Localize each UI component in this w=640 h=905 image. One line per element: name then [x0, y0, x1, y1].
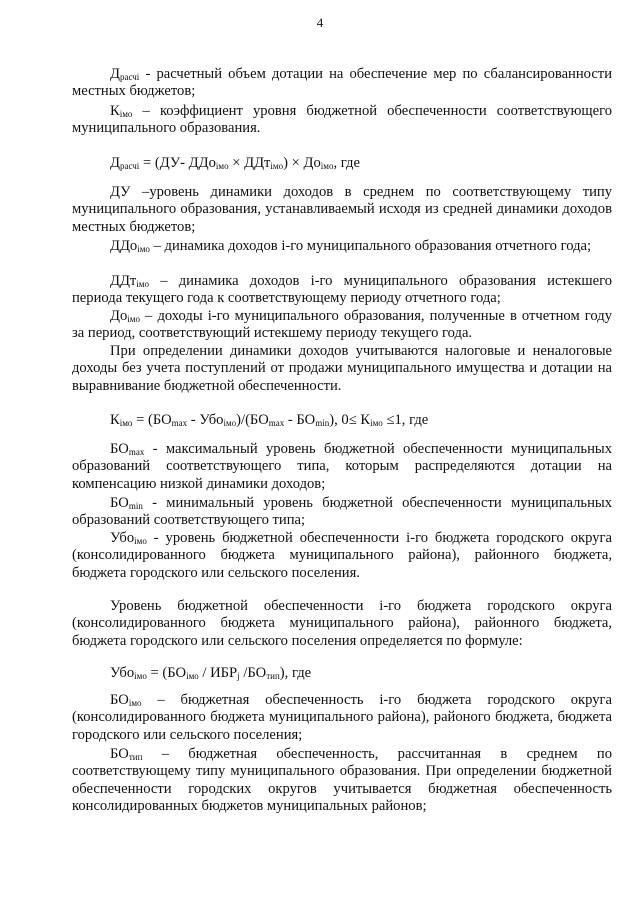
paragraph-text: - уровень бюджетной обеспеченности i-го бюджета городского округа (консолидированного бюджета муниципального района), районного бюджета, бюджета городского или сельского поселения. [72, 530, 612, 581]
formula-subscript: iмо [370, 418, 383, 428]
formula [110, 412, 428, 429]
term-subscript: iмо [119, 109, 133, 119]
formula-subscript: iмо [215, 161, 229, 171]
formula-subscript: j [237, 671, 240, 681]
term-symbol: БО [110, 746, 129, 762]
term-symbol: Убо [110, 530, 135, 546]
paragraph-text: - минимальный уровень бюджетной обеспеченности муниципальных образований соответствующего типа; [72, 495, 612, 529]
formula-subscript: max [171, 418, 188, 428]
formula-text: = (ДУ- ДДо [139, 155, 216, 171]
formula-text: × ДДт [228, 155, 271, 171]
formula-text: , где [333, 155, 360, 171]
formula-text: - БО [284, 412, 316, 428]
formula-text: = (БО [146, 665, 187, 681]
paragraph-text: Уровень бюджетной обеспеченности i-го бюджета городского округа (консолидированного бюджета муниципального района), районного бюджета, бюджета городского или сельского поселения определяется по формуле: [72, 598, 612, 649]
paragraph [72, 598, 612, 650]
term-subscript: расчi [119, 72, 140, 82]
paragraph-text: – динамика доходов i-го муниципального образования отчетного года; [149, 238, 592, 254]
term-symbol: К [110, 103, 120, 119]
formula-subscript: iмо [320, 161, 334, 171]
page-number: 4 [316, 15, 324, 30]
paragraph-text: – бюджетная обеспеченность i-го бюджета городского округа (консолидированного бюджета муниципального района), районого бюджета, бюджета городского или сельского поселения; [72, 692, 612, 743]
formula-text: )/(БО [236, 412, 269, 428]
paragraph [72, 238, 612, 255]
formula-text: / ИБР [198, 665, 238, 681]
term-symbol: БО [110, 441, 129, 457]
paragraph-text: – динамика доходов i-го муниципального образования истекшего периода текущего года к соответствующему периоду отчетного года; [72, 273, 612, 307]
paragraph-text: – коэффициент уровня бюджетной обеспеченности соответствующего муниципального образования. [72, 103, 612, 137]
paragraph-text: При определении динамики доходов учитываются налоговые и неналоговые доходы без учета поступлений от продажи муниципального имущества и дотации на выравнивание бюджетной обеспеченности. [72, 343, 612, 394]
term-symbol: ДДт [110, 273, 137, 289]
formula-text: - Убо [187, 412, 224, 428]
paragraph [72, 746, 612, 816]
formula-text: = (БО [132, 412, 172, 428]
paragraph [72, 66, 612, 101]
formula-text: К [110, 412, 120, 428]
paragraph [72, 343, 612, 395]
paragraph-text: – доходы i-го муниципального образования, полученные в отчетном году за период, соответствующий истекшему периоду текущего года. [72, 308, 612, 342]
term-symbol: БО [110, 495, 129, 511]
term-symbol: ДДо [110, 238, 138, 254]
term-symbol: БО [110, 692, 129, 708]
term-subscript: iмо [127, 314, 140, 324]
paragraph [72, 441, 612, 493]
formula-subscript: max [268, 418, 285, 428]
formula-subscript: iмо [134, 671, 147, 681]
formula [110, 665, 311, 682]
formula-text: Убо [110, 665, 135, 681]
paragraph [72, 495, 612, 530]
term-symbol: ДУ [110, 184, 131, 200]
paragraph-text: –уровень динамики доходов в среднем по соответствующему типу муниципального образования, устанавливаемый исходя из средней динамики доходов местных бюджетов; [72, 184, 612, 235]
term-subscript: тип [128, 752, 143, 762]
formula-subscript: расчi [119, 161, 140, 171]
term-subscript: iмо [134, 536, 147, 546]
term-symbol: До [110, 308, 128, 324]
paragraph-text: - расчетный объем дотации на обеспечение мер по сбалансированности местных бюджетов; [72, 66, 612, 100]
formula-text: ) × До [283, 155, 321, 171]
formula-subscript: тип [266, 671, 280, 681]
paragraph [72, 273, 612, 308]
term-subscript: iмо [137, 244, 150, 254]
term-symbol: Д [110, 66, 120, 82]
formula-subscript: iмо [223, 418, 237, 428]
formula-text: ), где [279, 665, 312, 681]
formula-text: ), 0≤ К [329, 412, 371, 428]
formula-subscript: iмо [186, 671, 199, 681]
paragraph [72, 530, 612, 582]
formula [110, 155, 360, 172]
paragraph-text: – бюджетная обеспеченность, рассчитанная в среднем по соответствующему типу муниципального образования. При определении бюджетной обеспеченности городских округов учитывается бюджетная обеспеченность консолидированных бюджетов муниципальных районов; [72, 746, 612, 815]
formula-subscript: iмо [270, 161, 284, 171]
formula-text: ≤1, где [382, 412, 429, 428]
paragraph [72, 308, 612, 343]
paragraph-text: - максимальный уровень бюджетной обеспеченности муниципальных образований соответствующего типа, которым распределяются дотации на компенсацию низкой динамики доходов; [72, 441, 612, 492]
paragraph [72, 184, 612, 236]
term-subscript: min [128, 501, 143, 511]
term-subscript: iмо [128, 698, 142, 708]
paragraph [72, 692, 612, 744]
paragraph [72, 103, 612, 138]
formula-subscript: iмо [119, 418, 133, 428]
formula-text: /БО [239, 665, 267, 681]
formula-subscript: min [315, 418, 330, 428]
term-subscript: max [128, 447, 145, 457]
term-subscript: iмо [136, 279, 149, 289]
formula-text: Д [110, 155, 120, 171]
